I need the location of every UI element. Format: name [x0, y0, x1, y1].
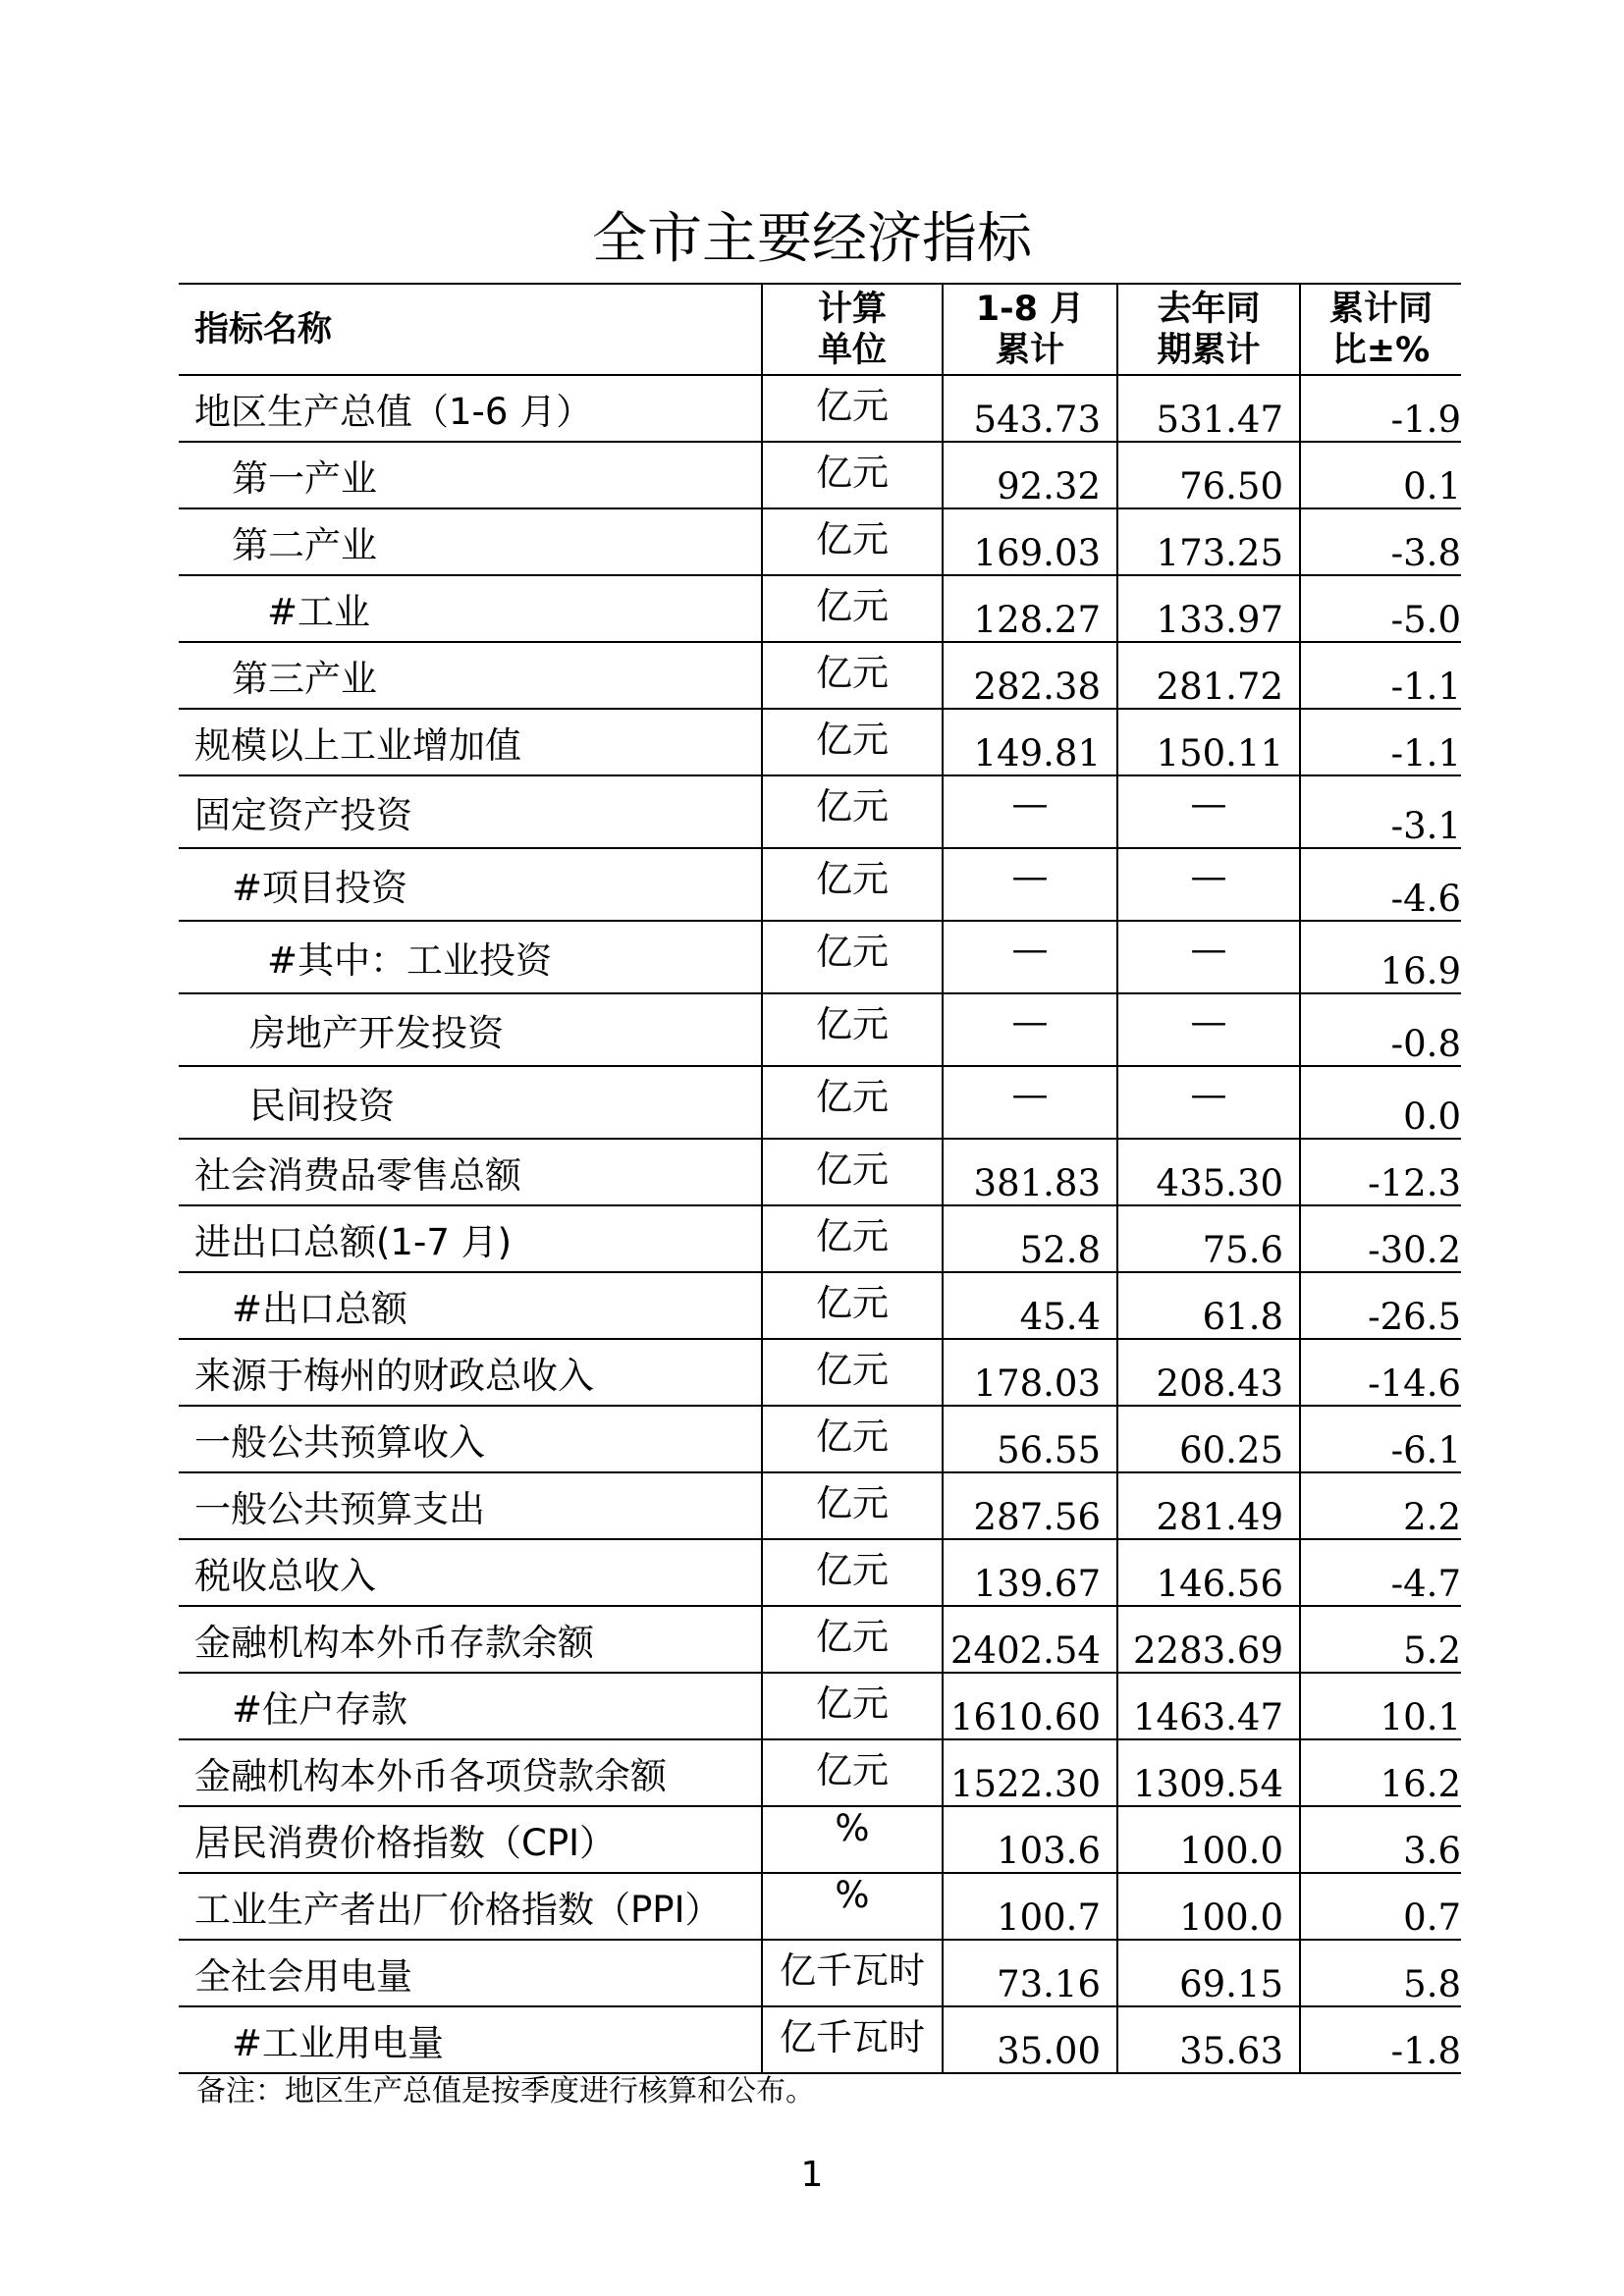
- table-row: [179, 442, 1461, 508]
- page-number: 1: [800, 2155, 824, 2195]
- last-year-value-cell: 150.11: [1117, 709, 1300, 775]
- table-row: [179, 1873, 1461, 1940]
- header-ytd: 1-8 月累计: [943, 284, 1117, 375]
- unit-cell: 亿元: [762, 1472, 943, 1539]
- last-year-value-cell: 100.0: [1117, 1806, 1300, 1873]
- ytd-value-cell: 100.7: [943, 1873, 1117, 1940]
- indicator-name-cell: 金融机构本外币存款余额: [179, 1606, 762, 1673]
- table-row: [179, 1806, 1461, 1873]
- indicator-name-cell: #出口总额: [179, 1272, 762, 1339]
- indicator-name-cell: 固定资产投资: [179, 775, 762, 848]
- yoy-change-cell: 10.1: [1300, 1673, 1461, 1739]
- last-year-value-cell: 208.43: [1117, 1339, 1300, 1406]
- indicator-name-cell: 房地产开发投资: [179, 993, 762, 1066]
- unit-cell: %: [762, 1806, 943, 1873]
- table-row: [179, 375, 1461, 442]
- ytd-value-cell: 103.6: [943, 1806, 1117, 1873]
- unit-cell: 亿元: [762, 709, 943, 775]
- last-year-value-cell: 133.97: [1117, 575, 1300, 642]
- indicator-name-cell: 居民消费价格指数（CPI）: [179, 1806, 762, 1873]
- indicator-name-cell: 民间投资: [179, 1066, 762, 1139]
- unit-cell: 亿元: [762, 775, 943, 848]
- table-row: [179, 1606, 1461, 1673]
- indicator-name-cell: 金融机构本外币各项贷款余额: [179, 1739, 762, 1806]
- indicator-name-cell: 税收总收入: [179, 1539, 762, 1606]
- unit-cell: 亿元: [762, 575, 943, 642]
- last-year-value-cell: 61.8: [1117, 1272, 1300, 1339]
- last-year-value-cell: 75.6: [1117, 1205, 1300, 1272]
- last-year-value-cell: 281.72: [1117, 642, 1300, 709]
- table-row: [179, 775, 1461, 848]
- indicator-name-cell: #项目投资: [179, 848, 762, 921]
- last-year-value-cell: 146.56: [1117, 1539, 1300, 1606]
- yoy-change-cell: 5.2: [1300, 1606, 1461, 1673]
- last-year-value-cell: 1309.54: [1117, 1739, 1300, 1806]
- ytd-value-cell: 543.73: [943, 375, 1117, 442]
- yoy-change-cell: -6.1: [1300, 1406, 1461, 1472]
- unit-cell: 亿元: [762, 1606, 943, 1673]
- ytd-value-cell: 1522.30: [943, 1739, 1117, 1806]
- yoy-change-cell: 5.8: [1300, 1940, 1461, 2006]
- table-row: [179, 1066, 1461, 1139]
- table-row: [179, 508, 1461, 575]
- unit-cell: 亿元: [762, 1339, 943, 1406]
- last-year-value-cell: —: [1117, 1066, 1300, 1139]
- last-year-value-cell: —: [1117, 921, 1300, 993]
- yoy-change-cell: 3.6: [1300, 1806, 1461, 1873]
- yoy-change-cell: 2.2: [1300, 1472, 1461, 1539]
- unit-cell: 亿元: [762, 921, 943, 993]
- yoy-change-cell: 0.0: [1300, 1066, 1461, 1139]
- indicator-name-cell: 社会消费品零售总额: [179, 1139, 762, 1205]
- ytd-value-cell: 1610.60: [943, 1673, 1117, 1739]
- unit-cell: 亿元: [762, 442, 943, 508]
- unit-cell: 亿元: [762, 1205, 943, 1272]
- table-header-row: [179, 284, 1461, 375]
- last-year-value-cell: 2283.69: [1117, 1606, 1300, 1673]
- yoy-change-cell: -3.8: [1300, 508, 1461, 575]
- indicators-table: [179, 283, 1461, 2074]
- table-row: [179, 921, 1461, 993]
- footnote: 备注：地区生产总值是按季度进行核算和公布。: [196, 2074, 815, 2109]
- yoy-change-cell: -3.1: [1300, 775, 1461, 848]
- ytd-value-cell: 56.55: [943, 1406, 1117, 1472]
- header-last-year: 去年同期累计: [1117, 284, 1300, 375]
- indicator-name-cell: 规模以上工业增加值: [179, 709, 762, 775]
- unit-cell: 亿元: [762, 993, 943, 1066]
- unit-cell: 亿元: [762, 1739, 943, 1806]
- last-year-value-cell: 173.25: [1117, 508, 1300, 575]
- ytd-value-cell: 149.81: [943, 709, 1117, 775]
- table-row: [179, 1940, 1461, 2006]
- indicator-name-cell: 第一产业: [179, 442, 762, 508]
- unit-cell: %: [762, 1873, 943, 1940]
- unit-cell: 亿元: [762, 642, 943, 709]
- last-year-value-cell: 281.49: [1117, 1472, 1300, 1539]
- indicator-name-cell: 进出口总额(1-7 月): [179, 1205, 762, 1272]
- yoy-change-cell: -1.1: [1300, 642, 1461, 709]
- yoy-change-cell: -30.2: [1300, 1205, 1461, 1272]
- table-row: [179, 1539, 1461, 1606]
- indicator-name-cell: #工业: [179, 575, 762, 642]
- last-year-value-cell: 69.15: [1117, 1940, 1300, 2006]
- indicator-name-cell: 全社会用电量: [179, 1940, 762, 2006]
- table-row: [179, 1139, 1461, 1205]
- ytd-value-cell: 73.16: [943, 1940, 1117, 2006]
- ytd-value-cell: 169.03: [943, 508, 1117, 575]
- unit-cell: 亿千瓦时: [762, 1940, 943, 2006]
- yoy-change-cell: -26.5: [1300, 1272, 1461, 1339]
- unit-cell: 亿元: [762, 1139, 943, 1205]
- ytd-value-cell: 381.83: [943, 1139, 1117, 1205]
- ytd-value-cell: 52.8: [943, 1205, 1117, 1272]
- table-row: [179, 1406, 1461, 1472]
- ytd-value-cell: 178.03: [943, 1339, 1117, 1406]
- indicator-name-cell: #工业用电量: [179, 2006, 762, 2073]
- last-year-value-cell: 531.47: [1117, 375, 1300, 442]
- unit-cell: 亿元: [762, 1673, 943, 1739]
- yoy-change-cell: -14.6: [1300, 1339, 1461, 1406]
- ytd-value-cell: 92.32: [943, 442, 1117, 508]
- indicator-name-cell: 一般公共预算收入: [179, 1406, 762, 1472]
- ytd-value-cell: —: [943, 993, 1117, 1066]
- yoy-change-cell: 0.7: [1300, 1873, 1461, 1940]
- indicator-name-cell: #其中：工业投资: [179, 921, 762, 993]
- yoy-change-cell: 16.9: [1300, 921, 1461, 993]
- yoy-change-cell: -12.3: [1300, 1139, 1461, 1205]
- header-indicator-name: 指标名称: [179, 284, 762, 375]
- indicator-name-cell: #住户存款: [179, 1673, 762, 1739]
- yoy-change-cell: -4.7: [1300, 1539, 1461, 1606]
- ytd-value-cell: —: [943, 1066, 1117, 1139]
- table-row: [179, 1673, 1461, 1739]
- table-row: [179, 575, 1461, 642]
- header-yoy: 累计同比±%: [1300, 284, 1461, 375]
- last-year-value-cell: 435.30: [1117, 1139, 1300, 1205]
- table-row: [179, 2006, 1461, 2073]
- table-row: [179, 709, 1461, 775]
- ytd-value-cell: —: [943, 775, 1117, 848]
- unit-cell: 亿元: [762, 1406, 943, 1472]
- yoy-change-cell: 0.1: [1300, 442, 1461, 508]
- ytd-value-cell: 35.00: [943, 2006, 1117, 2073]
- ytd-value-cell: —: [943, 848, 1117, 921]
- indicator-name-cell: 一般公共预算支出: [179, 1472, 762, 1539]
- unit-cell: 亿元: [762, 848, 943, 921]
- header-unit: 计算单位: [762, 284, 943, 375]
- table-row: [179, 642, 1461, 709]
- last-year-value-cell: 76.50: [1117, 442, 1300, 508]
- ytd-value-cell: 282.38: [943, 642, 1117, 709]
- yoy-change-cell: -1.9: [1300, 375, 1461, 442]
- ytd-value-cell: —: [943, 921, 1117, 993]
- ytd-value-cell: 139.67: [943, 1539, 1117, 1606]
- table-row: [179, 993, 1461, 1066]
- yoy-change-cell: -5.0: [1300, 575, 1461, 642]
- indicator-name-cell: 地区生产总值（1-6 月）: [179, 375, 762, 442]
- table-row: [179, 1472, 1461, 1539]
- unit-cell: 亿元: [762, 508, 943, 575]
- ytd-value-cell: 287.56: [943, 1472, 1117, 1539]
- table-row: [179, 1272, 1461, 1339]
- yoy-change-cell: -0.8: [1300, 993, 1461, 1066]
- last-year-value-cell: —: [1117, 848, 1300, 921]
- unit-cell: 亿元: [762, 375, 943, 442]
- yoy-change-cell: -4.6: [1300, 848, 1461, 921]
- indicator-name-cell: 工业生产者出厂价格指数（PPI）: [179, 1873, 762, 1940]
- yoy-change-cell: -1.8: [1300, 2006, 1461, 2073]
- table-row: [179, 848, 1461, 921]
- ytd-value-cell: 2402.54: [943, 1606, 1117, 1673]
- last-year-value-cell: 1463.47: [1117, 1673, 1300, 1739]
- indicator-name-cell: 第三产业: [179, 642, 762, 709]
- last-year-value-cell: 60.25: [1117, 1406, 1300, 1472]
- page-title: 全市主要经济指标: [592, 207, 1032, 271]
- unit-cell: 亿元: [762, 1539, 943, 1606]
- unit-cell: 亿千瓦时: [762, 2006, 943, 2073]
- indicator-name-cell: 第二产业: [179, 508, 762, 575]
- table-row: [179, 1205, 1461, 1272]
- yoy-change-cell: -1.1: [1300, 709, 1461, 775]
- indicator-name-cell: 来源于梅州的财政总收入: [179, 1339, 762, 1406]
- table-row: [179, 1339, 1461, 1406]
- last-year-value-cell: —: [1117, 775, 1300, 848]
- last-year-value-cell: 100.0: [1117, 1873, 1300, 1940]
- unit-cell: 亿元: [762, 1272, 943, 1339]
- ytd-value-cell: 128.27: [943, 575, 1117, 642]
- unit-cell: 亿元: [762, 1066, 943, 1139]
- last-year-value-cell: —: [1117, 993, 1300, 1066]
- ytd-value-cell: 45.4: [943, 1272, 1117, 1339]
- last-year-value-cell: 35.63: [1117, 2006, 1300, 2073]
- yoy-change-cell: 16.2: [1300, 1739, 1461, 1806]
- table-row: [179, 1739, 1461, 1806]
